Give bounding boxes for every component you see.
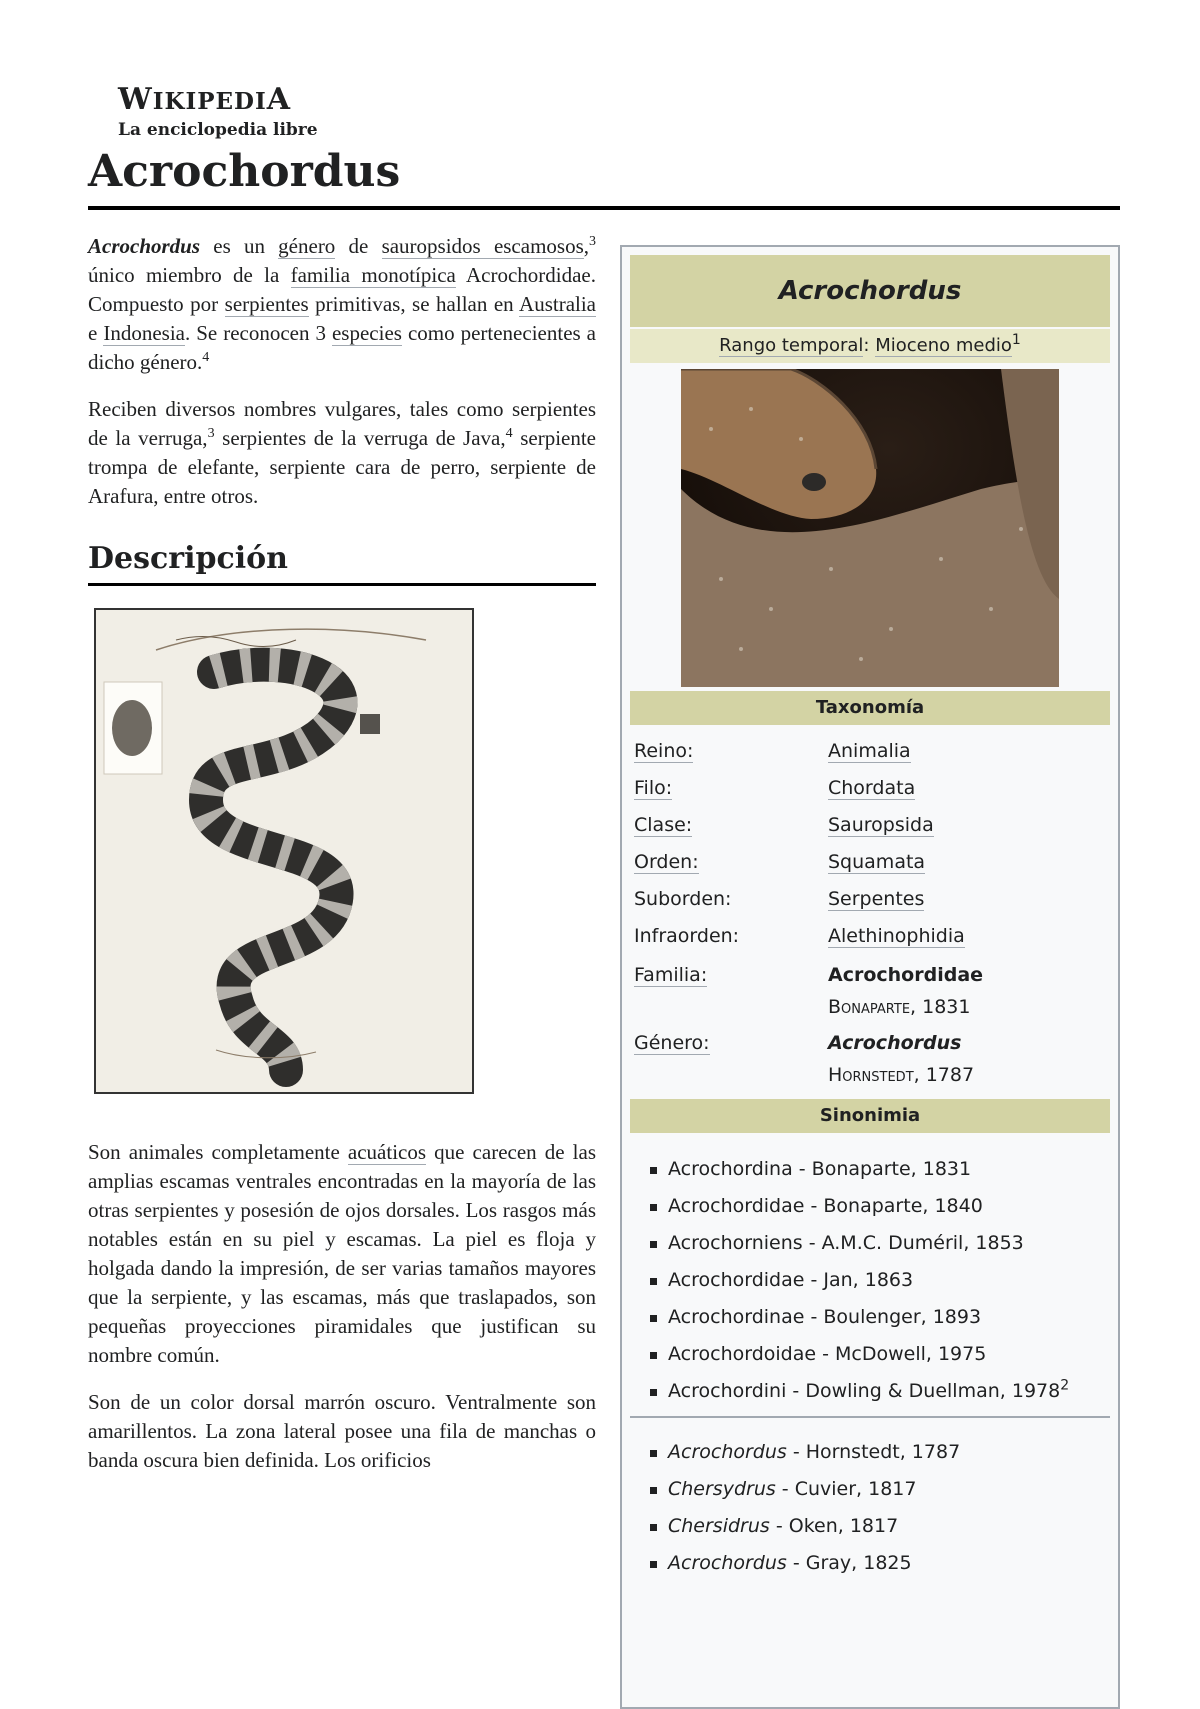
taxonomy-table [622, 733, 1118, 1095]
wordmark: WIKIPEDIA [118, 82, 292, 117]
genus-name: Acrochordus [828, 1032, 962, 1054]
rank-link[interactable]: Género: [634, 1032, 710, 1054]
list-item: Acrochordus - Hornstedt, 1787 [652, 1434, 1118, 1471]
heading-underline [88, 583, 596, 586]
synonymy-header: Sinonimia [630, 1099, 1110, 1133]
time-range: Rango temporal: Mioceno medio$^1$ [630, 329, 1110, 363]
taxonomy-row [630, 844, 1110, 881]
list-item: Acrochordidae - Bonaparte, 1840 [652, 1188, 1118, 1225]
link-sauropsidos[interactable]: sauropsidos escamosos [381, 234, 584, 258]
taxonomy-row [630, 770, 1110, 807]
rank-link[interactable]: Filo: [634, 777, 673, 799]
rank-label: Infraorden: [634, 925, 740, 947]
title-underline [88, 206, 1120, 210]
taxobox [620, 245, 1120, 1709]
taxonomy-row [630, 733, 1110, 770]
ref-link[interactable]: 2 [1060, 1377, 1070, 1394]
link-genero[interactable]: género [278, 234, 336, 258]
list-item: Acrochordini - Dowling & Duellman, 1978$^2$ [652, 1373, 1118, 1410]
taxonomy-header: Taxonomía [630, 691, 1110, 725]
taxonomy-row [630, 881, 1110, 918]
taxobox-title: Acrochordus [630, 255, 1110, 327]
section-heading: Descripción [88, 541, 288, 576]
page-title: Acrochordus [88, 146, 401, 197]
list-item: Acrochordoidae - McDowell, 1975 [652, 1336, 1118, 1373]
list-item: Chersidrus - Oken, 1817 [652, 1508, 1118, 1545]
description-paragraph: Son animales completamente acuáticos que carecen de las amplias escamas ventrales encontradas en la mayoría de las otras serpientes y posesión de ojos dorsales. Los rasgos más notables están en su piel y escamas. La piel es floja y holgada dando la impresión, de ser varias tamaños mayores que la serpiente, y las escamas, más que traslapados, son pequeñas proyecciones piramidales que justifican su nombre común. [88, 1140, 596, 1367]
list-item: Acrochordus - Gray, 1825 [652, 1545, 1118, 1582]
intro-paragraph: Acrochordus es un género de sauropsidos escamosos,$^3$ único miembro de la familia monotípica Acrochordidae. Compuesto por serpientes primitivas, se hallan en Australia e Indonesia. Se reconocen 3 especies como pertenecientes a dicho género.$^4$ [88, 234, 597, 374]
taxonomy-row [630, 807, 1110, 844]
list-item: Chersydrus - Cuvier, 1817 [652, 1471, 1118, 1508]
family-synonyms-list [622, 1151, 1118, 1410]
rank-link[interactable]: Clase: [634, 814, 693, 836]
ref-link[interactable]: 3 [589, 234, 597, 249]
list-item: Acrochordina - Bonaparte, 1831 [652, 1151, 1118, 1188]
rank-label: Suborden: [634, 888, 732, 910]
ref-link[interactable]: 4 [202, 350, 210, 365]
rank-link[interactable]: Reino: [634, 740, 694, 762]
taxon-link[interactable]: Animalia [828, 740, 911, 762]
genus-author: Hornstedt, 1787 [828, 1064, 975, 1086]
logo-tagline: La enciclopedia libre [118, 120, 318, 140]
taxonomy-row [630, 1027, 1110, 1095]
color-paragraph: Son de un color dorsal marrón oscuro. Ventralmente son amarillentos. La zona lateral posee una fila de manchas o banda oscura bien definida. Los orificios [88, 1390, 596, 1472]
link-especies[interactable]: especies [331, 321, 402, 345]
link-acuaticos[interactable]: acuáticos [347, 1140, 427, 1164]
taxon-link[interactable]: Alethinophidia [828, 925, 965, 947]
snake-illustration[interactable] [94, 608, 474, 1094]
article-body [88, 232, 596, 1493]
range-label-link[interactable]: Rango temporal [719, 335, 864, 356]
rank-link[interactable]: Orden: [634, 851, 699, 873]
taxonomy-row [630, 955, 1110, 1027]
link-australia[interactable]: Australia [519, 292, 597, 316]
taxon-link[interactable]: Sauropsida [828, 814, 934, 836]
list-item: Acrochorniens - A.M.C. Duméril, 1853 [652, 1225, 1118, 1262]
link-serpientes[interactable]: serpientes [224, 292, 309, 316]
genus-synonyms-list [622, 1434, 1118, 1582]
snake-photo[interactable] [681, 369, 1059, 687]
taxon-link[interactable]: Chordata [828, 777, 916, 799]
wikipedia-logo[interactable] [118, 84, 318, 140]
link-familia[interactable]: familia monotípica [290, 263, 456, 287]
snake-drawing [96, 610, 472, 1092]
link-indonesia[interactable]: Indonesia [103, 321, 185, 345]
list-item: Acrochordidae - Jan, 1863 [652, 1262, 1118, 1299]
names-paragraph: Reciben diversos nombres vulgares, tales como serpientes de la verruga,$^3$ serpientes de la verruga de Java,$^4$ serpiente trompa de elefante, serpiente cara de perro, serpiente de Arafura, entre otros. [88, 397, 597, 508]
taxon-link[interactable]: Serpentes [828, 888, 925, 910]
list-item: Acrochordinae - Boulenger, 1893 [652, 1299, 1118, 1336]
taxon-link[interactable]: Squamata [828, 851, 926, 873]
ref-link[interactable]: 4 [505, 426, 513, 441]
taxonomy-row [630, 918, 1110, 955]
family-name: Acrochordidae [828, 964, 984, 986]
family-author: Bonaparte, 1831 [828, 996, 971, 1018]
range-value-link[interactable]: Mioceno medio [875, 335, 1012, 356]
ref-link[interactable]: 1 [1011, 332, 1021, 348]
ref-link[interactable]: 3 [207, 426, 215, 441]
synonymy-separator [630, 1416, 1110, 1418]
rank-link[interactable]: Familia: [634, 964, 708, 986]
